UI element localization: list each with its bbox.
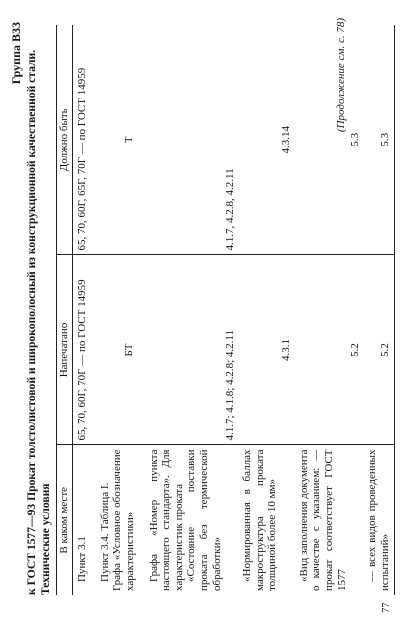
table-row (96, 25, 145, 595)
table-row (295, 25, 364, 595)
place-text: «Нормированная в баллах макроструктура проката толщиной более 10 мм» (241, 449, 279, 591)
column-header-correct: Должно быть (57, 25, 73, 255)
document-title: к ГОСТ 1577—93 Прокат толстолистовой и широкополосный из конструкционной качественной стали. Технические условия (25, 49, 52, 595)
group-label: Группа В33 (9, 22, 23, 85)
correct-cell: Т (96, 25, 145, 255)
place-cell (295, 445, 364, 595)
correct-cell: 5.3 (295, 25, 364, 255)
place-text: «Вид заполнения документа о качестве с указанием: — прокат соответствует ГОСТ 1577 (297, 449, 348, 591)
column-header-printed: Напечатано (57, 255, 73, 445)
printed-cell: 5.2 (295, 255, 364, 445)
correct-cell: 4.1.7, 4.2.8, 4.2.11 (145, 25, 239, 255)
table-header-row (57, 25, 73, 595)
place-text: «Состояние поставки проката без термической обработки» (185, 449, 223, 591)
place-cell (145, 445, 239, 595)
printed-cell: 65, 70, 60Г, 70Г — по ГОСТ 14959 (72, 255, 96, 445)
printed-cell: БТ (96, 255, 145, 445)
place-text: Пункт 3.1 (75, 536, 88, 582)
continuation-note: (Продолжение см. с. 78) (335, 18, 347, 133)
printed-cell: 5.2 (363, 255, 394, 445)
place-text: Графа «Номер пункта настоящего стандарта». Для характеристик проката (147, 449, 185, 591)
correct-cell: 4.3.14 (238, 25, 295, 255)
correct-cell: 5.3 (363, 25, 394, 255)
place-text: Пункт 3.4. Таблица I. (98, 482, 111, 582)
table-row (238, 25, 295, 595)
place-text: — всех видов проведенных испытаний» (366, 449, 391, 591)
place-text: Графа «Условное обозначение характеристики» (111, 449, 136, 591)
table-row (145, 25, 239, 595)
printed-cell: 4.3.1 (238, 255, 295, 445)
table-row (363, 25, 394, 595)
place-cell (96, 445, 145, 595)
printed-cell: 4.1.7; 4.1.8; 4.2.8; 4.2.11 (145, 255, 239, 445)
table-row (72, 25, 96, 595)
page-number: 77 (381, 602, 392, 613)
place-cell (238, 445, 295, 595)
place-cell (72, 445, 96, 595)
correct-cell: 65, 70, 60Г, 65Г, 70Г — по ГОСТ 14959 (72, 25, 96, 255)
place-cell (363, 445, 394, 595)
column-header-place: В каком месте (57, 445, 73, 595)
